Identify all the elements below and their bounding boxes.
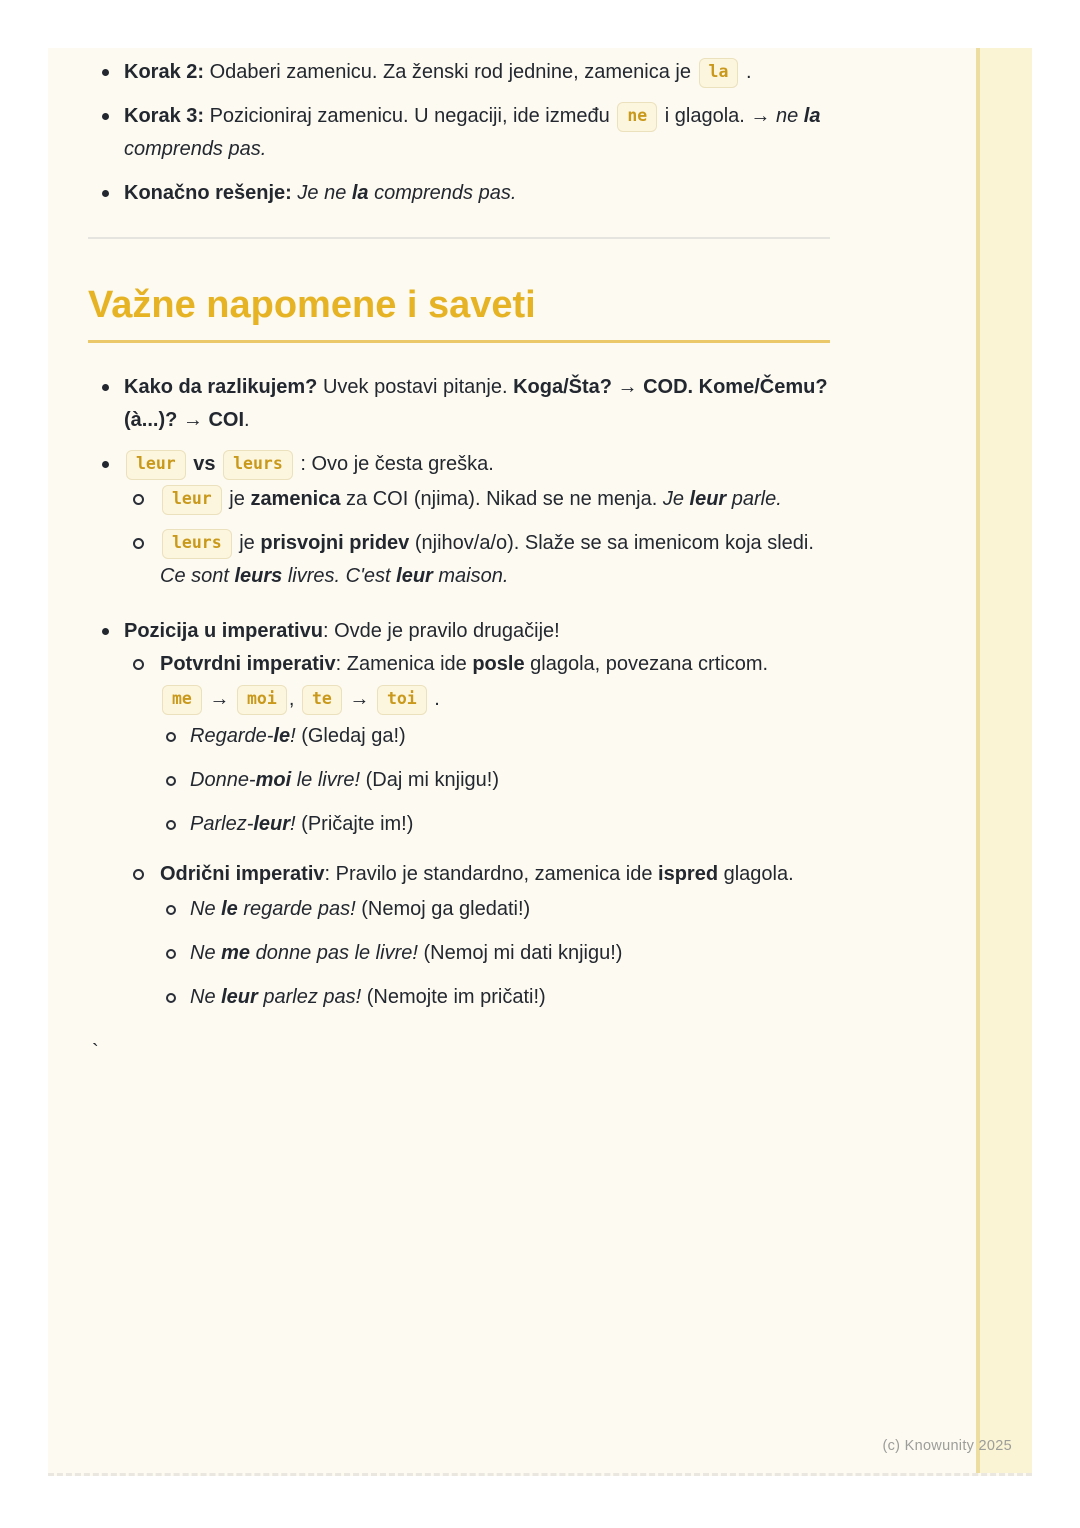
italic-run: comprends pas. <box>368 182 517 204</box>
bold-italic-run: le <box>221 898 238 920</box>
text-run: : Pravilo je standardno, zamenica ide <box>324 863 659 885</box>
note-sheet <box>48 48 1032 1476</box>
italic-run: maison. <box>432 565 509 587</box>
section-divider <box>88 237 830 239</box>
bullet-icon <box>102 69 109 76</box>
circle-bullet-icon <box>166 820 176 830</box>
italic-run: ne <box>775 105 804 127</box>
note-affirmative-imperative <box>88 648 830 681</box>
circle-bullet-icon <box>166 993 176 1003</box>
binding-stripe <box>976 48 1032 1473</box>
bold-italic-run: la <box>351 182 369 204</box>
bold-run: Kako da razlikujem? <box>124 376 318 398</box>
italic-run: Je <box>662 488 690 510</box>
note-imperative-position <box>88 615 830 648</box>
text-run: , <box>288 688 300 710</box>
bullet-icon <box>102 461 109 468</box>
bullet-icon <box>102 113 109 120</box>
bold-italic-run: moi <box>255 769 292 791</box>
text-run: . <box>428 688 440 710</box>
circle-bullet-icon <box>166 776 176 786</box>
circle-bullet-icon <box>133 494 144 505</box>
italic-run: ! <box>290 813 296 835</box>
text-run: (Daj mi knjigu!) <box>360 769 499 791</box>
text-run: i glagola. → <box>659 105 776 127</box>
bullet-icon <box>102 628 109 635</box>
bold-run: Konačno rešenje: <box>124 182 292 204</box>
italic-run: Ne <box>190 986 222 1008</box>
italic-run: ! <box>290 725 296 747</box>
text-run: . <box>740 61 752 83</box>
step-korak-2 <box>88 56 830 89</box>
code-chip: te <box>302 685 342 715</box>
arrow-run: → <box>343 688 375 710</box>
text-run: (Nemoj ga gledati!) <box>355 898 531 920</box>
code-chip: leurs <box>223 450 293 480</box>
code-chip: ne <box>617 102 657 132</box>
text-run: je <box>233 532 261 554</box>
code-chip: toi <box>377 685 427 715</box>
circle-bullet-icon <box>166 905 176 915</box>
circle-bullet-icon <box>133 659 144 670</box>
text-run: (Gledaj ga!) <box>295 725 406 747</box>
bold-italic-run: le <box>273 725 291 747</box>
document-content <box>88 56 830 1069</box>
bold-italic-run: leur <box>689 488 727 510</box>
italic-run: Donne- <box>190 769 256 791</box>
code-chip: me <box>162 685 202 715</box>
text-run: (Pričajte im!) <box>295 813 414 835</box>
bold-run: Odrični imperativ <box>160 863 325 885</box>
example-ne-leur-parlez <box>88 981 830 1014</box>
bold-run: Korak 2: <box>124 61 205 83</box>
italic-run: comprends pas. <box>124 138 267 160</box>
pronoun-transformation-line <box>88 683 830 716</box>
bold-run: zamenica <box>250 488 341 510</box>
bullet-icon <box>102 190 109 197</box>
code-chip: leur <box>162 485 222 515</box>
italic-run: livres. C'est <box>282 565 397 587</box>
italic-run: Ne <box>190 898 222 920</box>
circle-bullet-icon <box>166 949 176 959</box>
note-leur-pronoun <box>88 483 830 516</box>
bold-run: prisvojni pridev <box>260 532 410 554</box>
bold-italic-run: la <box>803 105 821 127</box>
arrow-run: → <box>203 688 235 710</box>
example-parlez-leur <box>88 808 830 841</box>
bold-run: Pozicija u imperativu <box>124 620 323 642</box>
bold-run: vs <box>187 453 222 475</box>
text-run: . <box>244 409 250 431</box>
bold-italic-run: leur <box>396 565 433 587</box>
step-korak-3 <box>88 100 830 166</box>
italic-run: Ce sont <box>160 565 235 587</box>
bold-run: ispred <box>658 863 719 885</box>
text-run: : Ovde je pravilo drugačije! <box>322 620 560 642</box>
bold-run: posle <box>472 653 525 675</box>
bold-run: Korak 3: <box>124 105 205 127</box>
copyright-footer: (c) Knowunity 2025 <box>882 1438 1012 1454</box>
italic-run: donne pas le livre! <box>250 942 418 964</box>
bold-italic-run: leur <box>221 986 258 1008</box>
note-leur-vs-leurs <box>88 448 830 481</box>
code-chip: leurs <box>162 529 232 559</box>
text-run: : Zamenica ide <box>335 653 473 675</box>
bold-run: Potvrdni imperativ <box>160 653 336 675</box>
text-run: glagola, povezana crticom. <box>524 653 769 675</box>
circle-bullet-icon <box>133 869 144 880</box>
note-negative-imperative <box>88 858 830 891</box>
example-ne-le-regarde <box>88 893 830 926</box>
text-run: Pozicioniraj zamenicu. U negaciji, ide između <box>204 105 616 127</box>
bold-italic-run: me <box>221 942 251 964</box>
text-run: je <box>223 488 251 510</box>
text-run: Odaberi zamenicu. Za ženski rod jednine, zamenica je <box>204 61 697 83</box>
note-how-to-distinguish <box>88 371 830 437</box>
code-chip: la <box>699 58 739 88</box>
bold-run: Koga/Šta? → COD. Kome/Čemu? (à...)? → COI <box>124 376 828 431</box>
circle-bullet-icon <box>133 538 144 549</box>
heading-underline <box>88 340 830 343</box>
note-leurs-adjective <box>88 527 830 593</box>
italic-run: regarde pas! <box>237 898 356 920</box>
italic-run: parle. <box>726 488 782 510</box>
section-title: Važne napomene i saveti <box>88 284 536 326</box>
bold-italic-run: leur <box>253 813 291 835</box>
example-donne-moi <box>88 764 830 797</box>
italic-run: Parlez- <box>190 813 254 835</box>
text-run: (njihov/a/o). Slaže se sa imenicom koja sledi. <box>409 532 814 554</box>
text-run: za COI (njima). Nikad se ne menja. <box>340 488 663 510</box>
example-regarde-le <box>88 720 830 753</box>
text-run: (Nemoj mi dati knjigu!) <box>417 942 623 964</box>
text-run: (Nemojte im pričati!) <box>361 986 546 1008</box>
text-run: glagola. <box>718 863 794 885</box>
italic-run: Je ne <box>291 182 352 204</box>
step-final-solution <box>88 177 830 210</box>
stray-backtick: ` <box>92 1041 99 1063</box>
bullet-icon <box>102 384 109 391</box>
italic-run: Regarde- <box>190 725 274 747</box>
text-run: : Ovo je česta greška. <box>294 453 494 475</box>
italic-run: parlez pas! <box>257 986 362 1008</box>
example-ne-me-donne <box>88 937 830 970</box>
code-chip: moi <box>237 685 287 715</box>
text-run: Uvek postavi pitanje. <box>317 376 514 398</box>
italic-run: Ne <box>190 942 222 964</box>
italic-run: le livre! <box>291 769 361 791</box>
code-chip: leur <box>126 450 186 480</box>
circle-bullet-icon <box>166 732 176 742</box>
bold-italic-run: leurs <box>234 565 283 587</box>
